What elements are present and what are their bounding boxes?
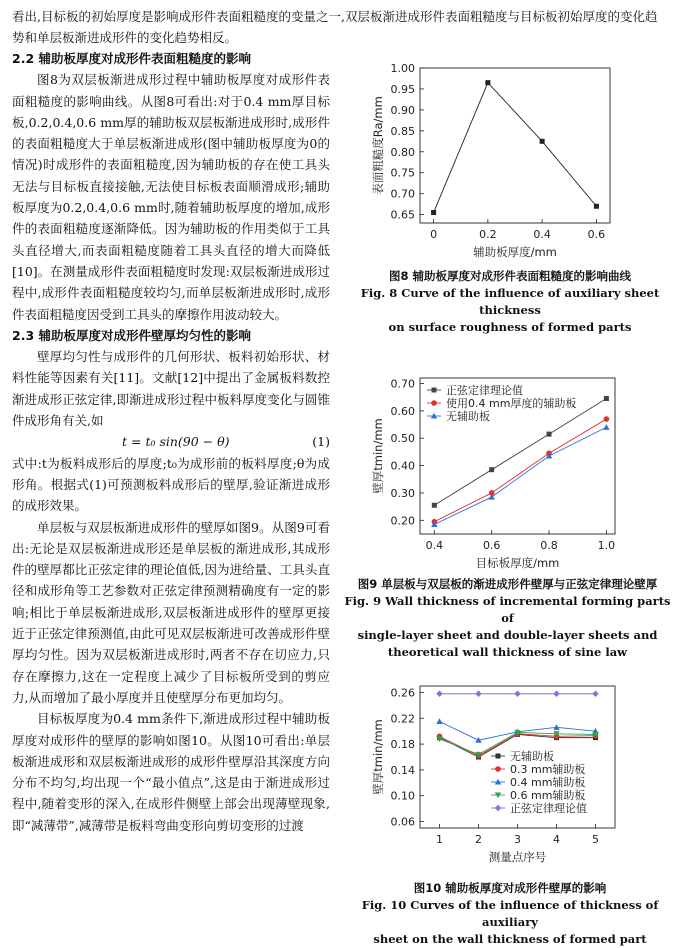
x-tick-label: 0.4 [533,228,551,241]
paragraph-2-3-d: 目标板厚度为0.4 mm条件下,渐进成形过程中辅助板厚度对成形件的壁厚的影响如图10。从图10可看出:单层板渐进成形和双层板渐进成形的成形件壁厚沿其深度方向分布不均匀,均出现一个“最小值点”,这是由于渐进成形过程中,随着变形的深入,在成形件侧壁上部会出现薄壁现象,即“减薄带”,减薄带是板料弯曲变形向剪切变形的过渡 [12,711,330,833]
figure-8-caption-zh: 图8 辅助板厚度对成形件表面粗糙度的影响曲线 [388,269,631,283]
data-point [553,724,559,730]
y-tick-label: 0.70 [390,187,415,201]
data-point [604,396,609,401]
equation-1 [12,431,330,452]
y-tick-label: 0.30 [390,486,415,500]
legend-entry [491,749,554,763]
figure-8-chart [355,62,665,267]
data-point [553,691,559,697]
legend-label: 0.4 mm辅助板 [510,776,586,789]
series-line [434,83,597,213]
y-axis-label: 壁厚tmin/mm [371,719,385,795]
series-3 [431,424,609,527]
legend-entry [491,775,585,789]
y-tick-label: 0.50 [390,432,415,446]
legend-label: 使用0.4 mm厚度的辅助板 [446,397,577,410]
figure-9-caption-en-2: single-layer sheet and double-layer sheets and [357,628,658,642]
y-tick-label: 0.14 [390,763,415,777]
section-heading-2-2: 2.2 辅助板厚度对成形件表面粗糙度的影响 [12,51,251,66]
legend-label: 正弦定律理论值 [510,802,587,815]
data-point [436,718,442,724]
legend-marker [432,388,437,393]
y-tick-label: 0.20 [390,514,415,528]
figure-9-chart [355,370,665,570]
series-line [434,427,606,524]
x-tick-label: 2 [475,833,482,846]
y-tick-label: 0.06 [390,815,415,829]
data-point [604,416,610,422]
data-point [475,691,481,697]
data-point [432,503,437,508]
figure-8-caption-en-1: Fig. 8 Curve of the influence of auxiliary sheet thickness [360,286,660,317]
y-axis-label: 表面粗糙度Ra/mm [371,96,385,195]
figure-10-caption-en-1: Fig. 10 Curves of the influence of thickness of auxiliary [361,898,659,929]
y-tick-label: 0.60 [390,404,415,418]
figure-10-caption-zh: 图10 辅助板厚度对成形件壁厚的影响 [413,881,607,895]
x-tick-label: 5 [592,833,599,846]
y-tick-label: 0.18 [390,738,415,752]
legend-label: 无辅助板 [446,410,490,423]
legend-marker [431,400,437,406]
paragraph-2-3-c: 单层板与双层板渐进成形件的壁厚如图9。从图9可看出:无论是双层板渐进成形还是单层板的渐进成形,其成形件的壁厚都比正弦定律的理论值低,因为进给量、工具头直径和成形角等工艺参数对正弦定律预测精确度有一定的影响;相比于单层板渐进成形,双层板渐进成形件的壁厚更接近于正弦定律预测值,由此可见双层板渐进可改善成形件壁厚均匀性。因为双层板渐进成形时,两者不存在切应力,只存在摩擦力,这在一定程度上减少了目标板所受到的剪应力,从而增加了最小厚度并且使壁厚分布更加均匀。 [12,519,330,705]
x-tick-label: 0.4 [425,539,444,552]
figure-10-caption [345,880,675,948]
x-tick-label: 0.2 [479,228,497,241]
legend-entry [491,788,585,802]
left-column [12,48,330,836]
y-tick-label: 0.90 [390,103,415,117]
data-point [431,210,436,215]
x-tick-label: 0.6 [587,228,606,241]
legend-label: 0.6 mm辅助板 [510,789,586,802]
y-tick-label: 0.85 [390,124,415,138]
figure-9-caption [340,576,675,661]
figure-10-chart [355,678,665,878]
legend-entry [491,801,587,815]
figure-9-caption-en-1: Fig. 9 Wall thickness of incremental forming parts of [344,594,671,625]
legend-label: 正弦定律理论值 [446,384,523,397]
data-point [547,432,552,437]
data-point [488,494,494,500]
y-tick-label: 0.10 [390,789,415,803]
x-axis-label: 目标板厚度/mm [475,556,560,570]
x-axis-label: 辅助板厚度/mm [473,245,557,259]
series-1 [431,80,599,215]
data-point [603,424,609,430]
figure-8-caption [345,268,675,336]
series-2 [432,416,610,524]
equation-number: (1) [312,434,330,450]
x-tick-label: 3 [514,833,521,846]
section-heading-2-3: 2.3 辅助板厚度对成形件壁厚均匀性的影响 [12,327,251,343]
x-tick-label: 4 [553,833,560,846]
data-point [485,80,490,85]
x-tick-label: 0.8 [540,539,558,552]
legend-label: 无辅助板 [510,750,554,763]
data-point [514,691,520,697]
x-axis-label: 测量点序号 [488,850,547,864]
series-line [434,419,606,522]
paragraph-2-3-b: 式中:t为板料成形后的厚度;t₀为成形前的板料厚度;θ为成形角。根据式(1)可预测板料成形后的壁厚,验证渐进成形的成形效果。 [12,455,330,514]
equation-body: t = t₀ sin(90 − θ) [122,434,230,450]
paragraph-2-3-a: 壁厚均匀性与成形件的几何形状、板料初始形状、材料性能等因素有关[11]。文献[12]中提出了金属板料数控渐进成形正弦定律,即渐进成形过程中板料厚度变化与圆锥件成形角有关,如 [12,349,330,429]
legend-label: 0.3 mm辅助板 [510,763,586,776]
legend-entry [427,383,523,397]
plot-frame [420,68,610,223]
y-axis-label: 壁厚tmin/mm [371,418,385,494]
y-tick-label: 0.80 [390,145,415,159]
data-point [594,204,599,209]
y-tick-label: 0.40 [390,459,415,473]
figure-8-caption-en-2: on surface roughness of formed parts [388,320,632,334]
legend-marker [495,805,501,811]
data-point [592,691,598,697]
paragraph-2-2: 图8为双层板渐进成形过程中辅助板厚度对成形件表面粗糙度的影响曲线。从图8可看出:对于0.4 mm厚目标板,0.2,0.4,0.6 mm厚的辅助板双层板渐进成形时,成形件的表面粗糙度大于单层板渐进成形(图中辅助板厚度为0的情况)时成形件的表面粗糙度,因为辅助板的存在使工具头无法与目标板直接接触,无法使目标板表面顺滑成形;辅助板厚度为0.2,0.4,0.6 mm时,随着辅助板厚度的增加,成形件的表面粗糙度逐渐降低。因为辅助板的作用类似于工具头直径增大,而表面粗糙度随着工具头直径的增大而降低[10]。在测量成形件表面粗糙度时发现:双层板渐进成形过程中,成形件表面粗糙度较均匀,而单层板渐进成形时,成形件表面粗糙度因受到工具头的摩擦作用波动较大。 [12,72,330,322]
data-point [489,467,494,472]
data-point [540,139,545,144]
y-tick-label: 1.00 [390,62,415,75]
x-tick-label: 1.0 [597,539,616,552]
x-tick-label: 0.6 [482,539,501,552]
legend-entry [427,409,490,423]
y-tick-label: 0.22 [390,712,415,726]
legend-entry [427,396,576,410]
x-tick-label: 1 [436,833,443,846]
y-tick-label: 0.65 [390,208,415,222]
figure-9-caption-zh: 图9 单层板与双层板的渐进成形件壁厚与正弦定律理论壁厚 [357,577,658,591]
y-tick-label: 0.70 [390,377,415,391]
figure-9-caption-en-3: theoretical wall thickness of sine law [387,645,628,659]
y-tick-label: 0.26 [390,686,415,700]
legend-entry [491,762,585,776]
legend-marker [496,754,501,759]
top-paragraph: 看出,目标板的初始厚度是影响成形件表面粗糙度的变量之一,双层板渐进成形件表面粗糙度与目标板初始厚度的变化趋势和单层板渐进成形件的变化趋势相反。 [12,9,658,45]
y-tick-label: 0.75 [390,166,415,180]
figure-10-caption-en-2: sheet on the wall thickness of formed part [373,932,647,946]
series-5 [436,691,598,697]
y-tick-label: 0.95 [390,82,415,96]
x-tick-label: 0 [430,228,438,241]
legend-marker [495,766,501,772]
data-point [436,691,442,697]
